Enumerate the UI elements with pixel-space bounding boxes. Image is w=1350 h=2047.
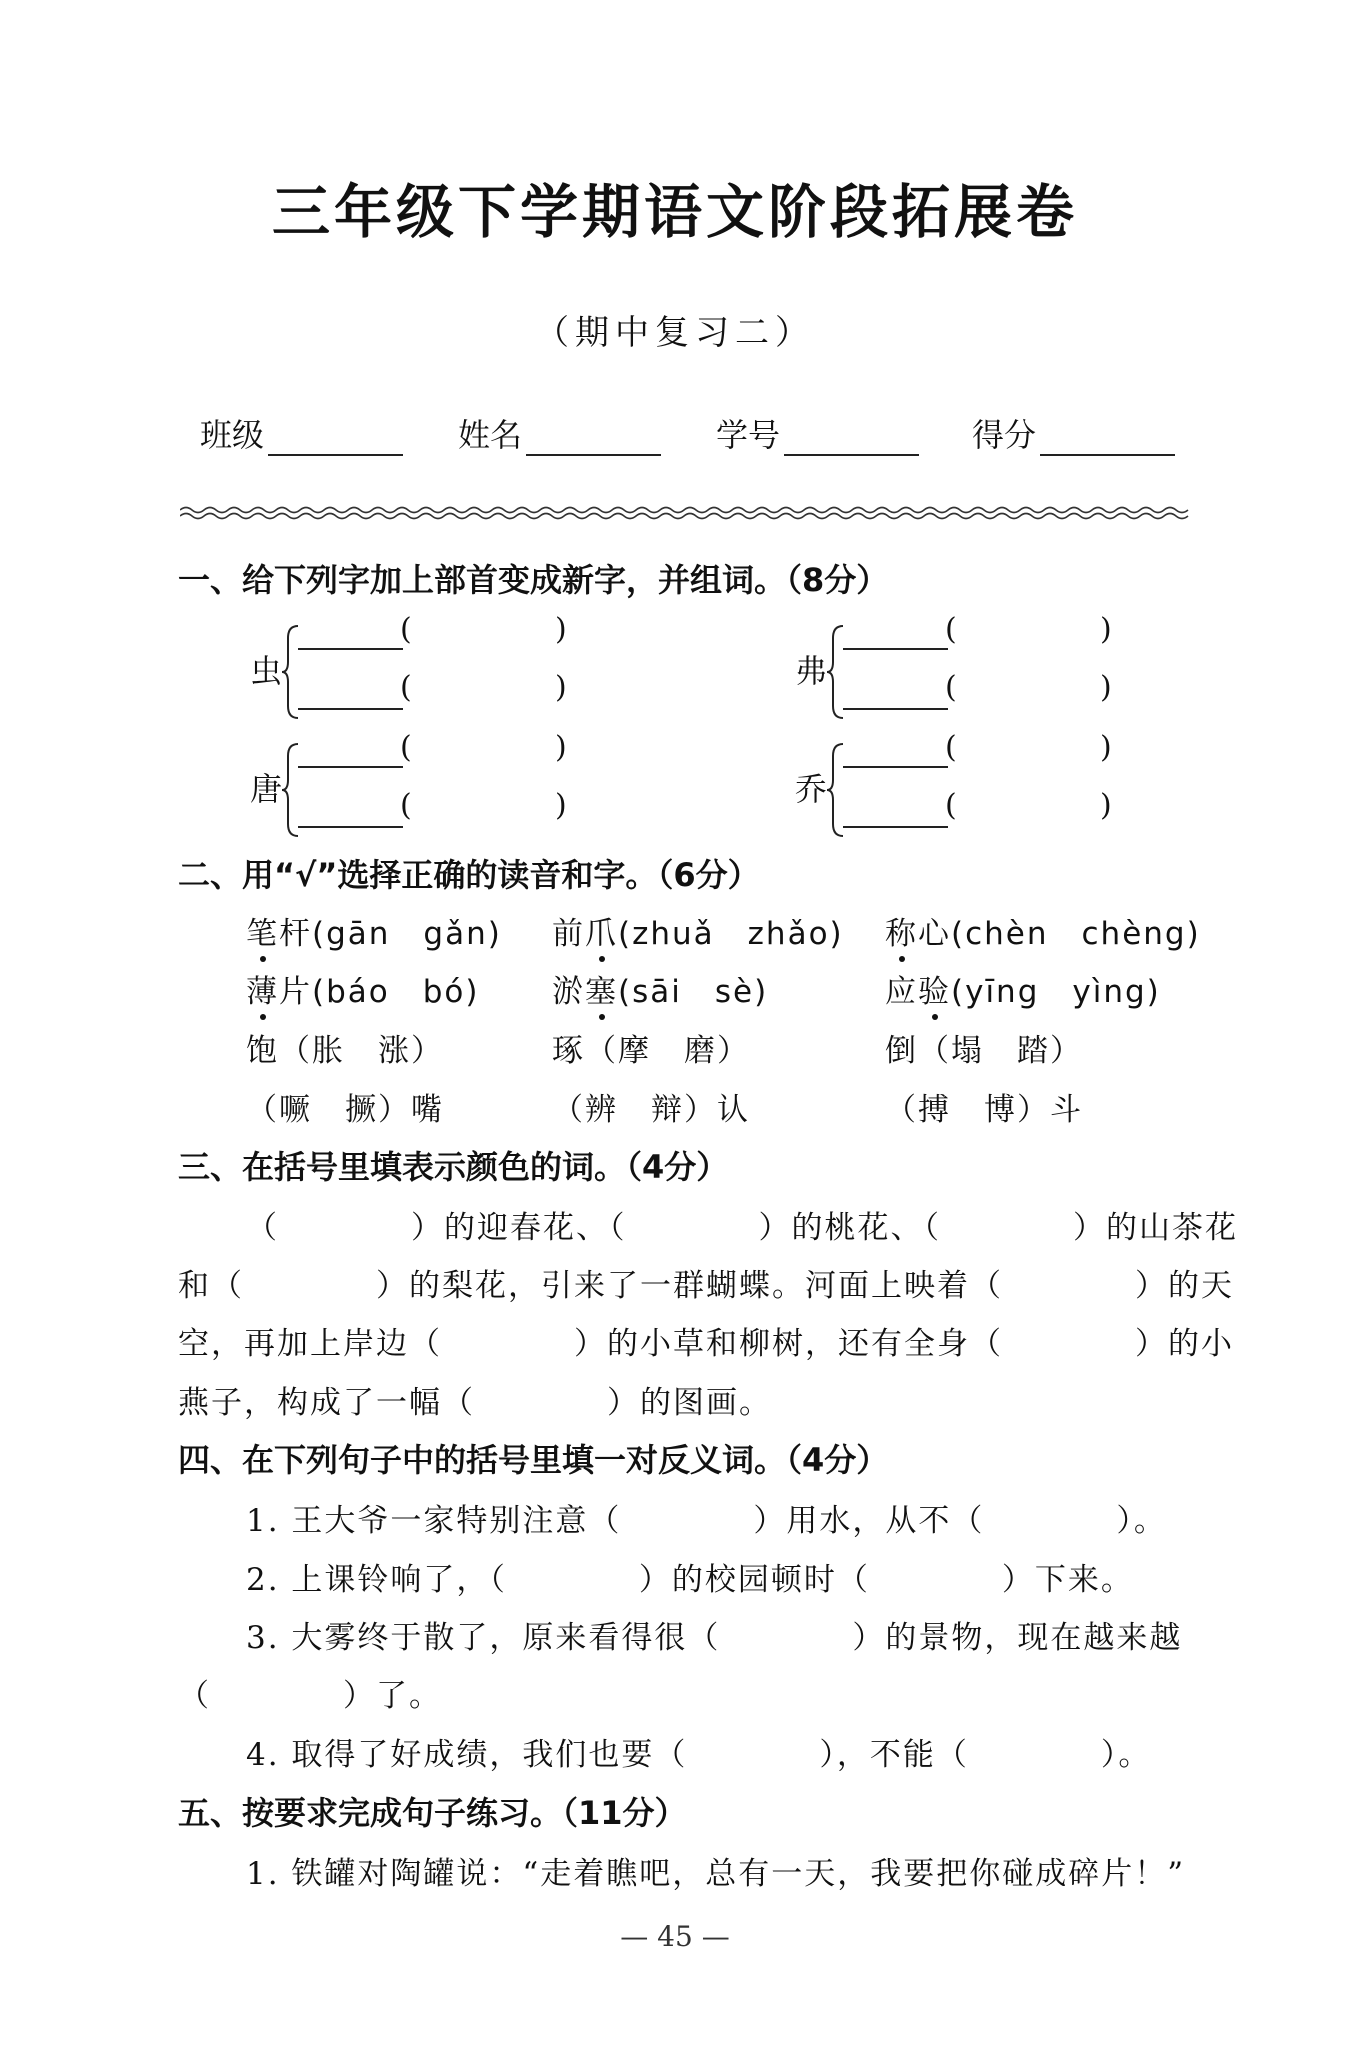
score-blank[interactable]: [1040, 424, 1175, 456]
word-paren[interactable]: (: [400, 730, 412, 765]
brace-icon: [282, 742, 302, 838]
name-blank[interactable]: [526, 424, 661, 456]
q1-item-chong: [250, 612, 590, 720]
q2-item[interactable]: [552, 966, 768, 1011]
q2-item[interactable]: [246, 908, 502, 953]
word-paren[interactable]: (: [945, 788, 957, 823]
plain-char: 片: [279, 974, 312, 1010]
q4-line[interactable]: （ ）了。: [178, 1678, 442, 1714]
student-id-label: 学号: [716, 416, 781, 454]
class-label: 班级: [200, 416, 265, 454]
word-paren[interactable]: ): [555, 730, 567, 765]
pinyin-options: (sāi sè): [618, 974, 769, 1010]
q4-line[interactable]: 1. 王大爷一家特别注意（ ）用水，从不（ ）。: [246, 1503, 1167, 1539]
word-paren[interactable]: ): [555, 612, 567, 647]
q1-char: 唐: [250, 770, 283, 808]
class-field: [200, 410, 403, 456]
brace-icon: [282, 624, 302, 720]
page-number: — 45 —: [620, 1920, 730, 1953]
word-paren[interactable]: (: [945, 612, 957, 647]
q1-item-qiao: [795, 730, 1135, 838]
dotted-char: 称: [885, 916, 918, 952]
plain-char: 淤: [552, 974, 585, 1010]
q1-char: 乔: [795, 770, 828, 808]
dotted-char: 笔: [246, 916, 279, 952]
q2-item[interactable]: 琢（摩 磨）: [552, 1033, 750, 1069]
q2-item[interactable]: （搏 博）斗: [885, 1092, 1083, 1128]
q5-heading: 五、按要求完成句子练习。（11分）: [178, 1794, 687, 1832]
name-field: [458, 410, 661, 456]
pinyin-options: (zhuǎ zhǎo): [618, 916, 844, 952]
word-paren[interactable]: ): [1100, 730, 1112, 765]
q2-item[interactable]: [885, 908, 1201, 953]
answer-blank[interactable]: [298, 766, 403, 768]
q2-item[interactable]: [552, 908, 844, 953]
word-paren[interactable]: (: [400, 788, 412, 823]
q4-line[interactable]: 4. 取得了好成绩，我们也要（ ），不能（ ）。: [246, 1737, 1152, 1773]
answer-blank[interactable]: [843, 766, 948, 768]
answer-blank[interactable]: [298, 826, 403, 828]
word-paren[interactable]: ): [1100, 612, 1112, 647]
q4-heading: 四、在下列句子中的括号里填一对反义词。（4分）: [178, 1441, 889, 1479]
q3-line[interactable]: 空，再加上岸边（ ）的小草和柳树，还有全身（ ）的小: [178, 1326, 1234, 1362]
plain-char: 杆: [279, 916, 312, 952]
q4-line[interactable]: 3. 大雾终于散了，原来看得很（ ）的景物，现在越来越: [246, 1620, 1183, 1656]
pinyin-options: (chèn chèng): [951, 916, 1201, 952]
q2-item[interactable]: [246, 966, 479, 1011]
word-paren[interactable]: (: [400, 670, 412, 705]
answer-blank[interactable]: [843, 648, 948, 650]
q1-heading: 一、给下列字加上部首变成新字，并组词。（8分）: [178, 561, 889, 599]
brace-icon: [827, 624, 847, 720]
dotted-char: 薄: [246, 974, 279, 1010]
pinyin-options: (báo bó): [312, 974, 480, 1010]
q1-char: 虫: [250, 652, 283, 690]
q4-line[interactable]: 2. 上课铃响了，（ ）的校园顿时（ ）下来。: [246, 1562, 1134, 1598]
word-paren[interactable]: ): [555, 788, 567, 823]
q2-heading: 二、用“√”选择正确的读音和字。（6分）: [178, 856, 760, 894]
q1-item-tang: [250, 730, 590, 838]
q3-heading: 三、在括号里填表示颜色的词。（4分）: [178, 1148, 729, 1186]
q3-line[interactable]: 燕子，构成了一幅（ ）的图画。: [178, 1385, 772, 1421]
q2-item[interactable]: [885, 966, 1161, 1011]
name-label: 姓名: [458, 416, 523, 454]
dotted-char: 爪: [585, 916, 618, 952]
score-field: [972, 410, 1175, 456]
dotted-char: 验: [918, 974, 951, 1010]
q5-line: 1. 铁罐对陶罐说：“走着瞧吧，总有一天，我要把你碰成碎片！”: [246, 1856, 1186, 1892]
plain-char: 心: [918, 916, 951, 952]
plain-char: 应: [885, 974, 918, 1010]
dotted-char: 塞: [585, 974, 618, 1010]
q3-line[interactable]: （ ）的迎春花、（ ）的桃花、（ ）的山茶花: [246, 1210, 1238, 1246]
word-paren[interactable]: ): [1100, 670, 1112, 705]
brace-icon: [827, 742, 847, 838]
student-id-blank[interactable]: [784, 424, 919, 456]
q2-item[interactable]: 倒（塌 踏）: [885, 1033, 1083, 1069]
word-paren[interactable]: (: [945, 730, 957, 765]
page-subtitle: （期中复习二）: [535, 313, 815, 353]
class-blank[interactable]: [268, 424, 403, 456]
q1-item-fu: [795, 612, 1135, 720]
q3-line[interactable]: 和（ ）的梨花，引来了一群蝴蝶。河面上映着（ ）的天: [178, 1268, 1234, 1304]
word-paren[interactable]: ): [555, 670, 567, 705]
pinyin-options: (gān gǎn): [312, 916, 502, 952]
word-paren[interactable]: (: [400, 612, 412, 647]
plain-char: 前: [552, 916, 585, 952]
word-paren[interactable]: (: [945, 670, 957, 705]
score-label: 得分: [972, 416, 1037, 454]
answer-blank[interactable]: [298, 708, 403, 710]
answer-blank[interactable]: [843, 708, 948, 710]
word-paren[interactable]: ): [1100, 788, 1112, 823]
q2-item[interactable]: （辨 辩）认: [552, 1092, 750, 1128]
q2-item[interactable]: 饱（胀 涨）: [246, 1033, 444, 1069]
page-title: 三年级下学期语文阶段拓展卷: [271, 178, 1078, 246]
q2-item[interactable]: （噘 撅）嘴: [246, 1092, 444, 1128]
student-id-field: [716, 410, 919, 456]
answer-blank[interactable]: [298, 648, 403, 650]
q1-char: 弗: [795, 652, 828, 690]
wavy-divider: [180, 505, 1190, 521]
answer-blank[interactable]: [843, 826, 948, 828]
pinyin-options: (yīng yìng): [951, 974, 1161, 1010]
